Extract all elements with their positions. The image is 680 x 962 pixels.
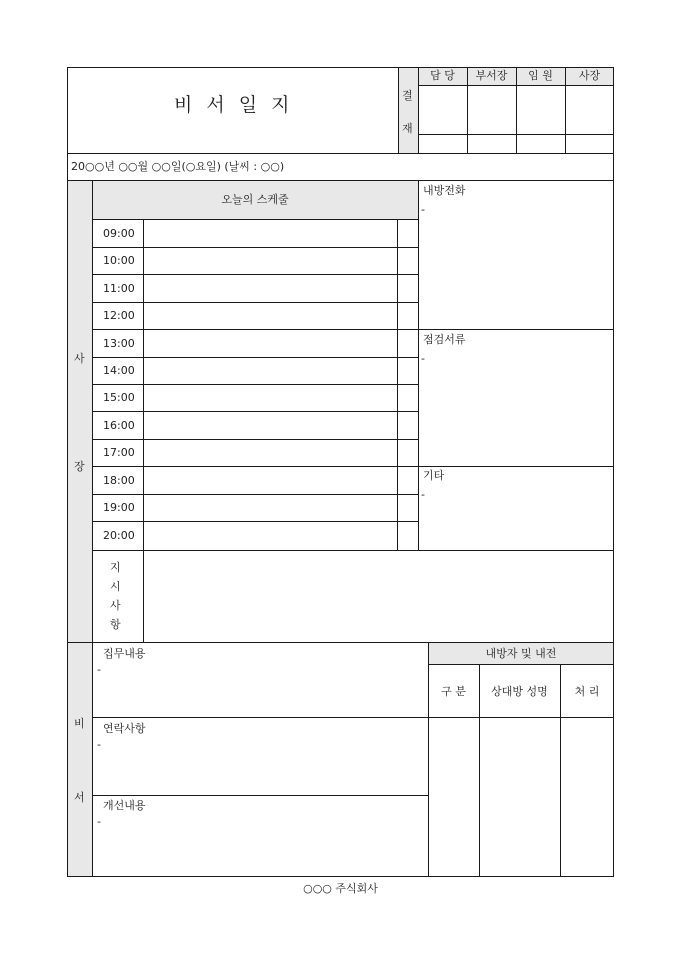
approval-header-line <box>418 85 614 86</box>
schedule-row-line <box>92 274 418 275</box>
secretary-label-bottom: 서 <box>74 791 85 804</box>
instructions-char: 항 <box>110 618 121 631</box>
outer-border-right <box>613 67 614 877</box>
approval-label-cell <box>398 67 418 153</box>
improvements-label: 개선내용 <box>103 799 146 812</box>
schedule-row-line <box>92 494 418 495</box>
president-label-top: 사 <box>74 352 85 365</box>
schedule-time: 15:00 <box>103 391 135 404</box>
visitor-col-category: 구 분 <box>441 685 466 698</box>
schedule-row-line <box>92 247 418 248</box>
secretary-label-top: 비 <box>74 717 85 730</box>
title-block-bottom <box>67 153 614 154</box>
check-col-divider <box>397 219 398 551</box>
visitor-col-name: 상대방 성명 <box>491 685 548 698</box>
schedule-row-line <box>92 439 418 440</box>
approval-col-manager: 부서장 <box>475 69 508 82</box>
incoming-calls-label: 내방전화 <box>423 184 466 197</box>
work-content-label: 집무내용 <box>103 647 146 660</box>
improvements-dash: - <box>97 815 101 828</box>
other-label: 기타 <box>423 469 445 482</box>
approval-label-bottom: 재 <box>402 122 413 135</box>
schedule-row-line <box>92 411 418 412</box>
schedule-time: 19:00 <box>103 501 135 514</box>
secretary-side-cell <box>67 642 92 876</box>
time-col-divider <box>143 219 144 642</box>
side-box-divider <box>418 329 614 330</box>
schedule-time: 17:00 <box>103 446 135 459</box>
schedule-time: 13:00 <box>103 337 135 350</box>
approval-divider <box>398 67 399 153</box>
schedule-time: 16:00 <box>103 419 135 432</box>
schedule-time: 09:00 <box>103 227 135 240</box>
visitor-table-title: 내방자 및 내전 <box>485 647 557 660</box>
instructions-char: 지 <box>110 561 121 574</box>
date-row-bottom <box>67 180 614 181</box>
review-docs-label: 점검서류 <box>423 333 466 346</box>
schedule-row-line <box>92 384 418 385</box>
approval-col-president: 사장 <box>578 69 601 82</box>
schedule-right-divider <box>418 180 419 551</box>
contact-notes-dash: - <box>97 738 101 751</box>
schedule-row-line <box>92 466 418 467</box>
instructions-char: 시 <box>110 580 121 593</box>
instructions-top-line <box>92 550 614 551</box>
incoming-calls-dash: - <box>421 203 425 216</box>
date-line: 20○○년 ○○월 ○○일(○요일) (날씨 : ○○) <box>71 160 285 173</box>
schedule-row-line <box>92 329 418 330</box>
outer-border-top <box>67 67 614 68</box>
side-box-divider <box>418 466 614 467</box>
secretary-row-line <box>92 717 614 718</box>
review-docs-dash: - <box>421 352 425 365</box>
schedule-time: 14:00 <box>103 364 135 377</box>
approval-label-top: 결 <box>402 89 413 102</box>
schedule-row-line <box>92 302 418 303</box>
visitor-col-handling: 처 리 <box>574 685 600 698</box>
schedule-row-line <box>92 357 418 358</box>
approval-col-executive: 임 원 <box>528 69 553 82</box>
schedule-time: 18:00 <box>103 474 135 487</box>
schedule-header-bottom <box>92 219 418 220</box>
secretary-row-line <box>92 795 428 796</box>
schedule-time: 20:00 <box>103 529 135 542</box>
president-label-bottom: 장 <box>74 460 85 473</box>
visitor-title-bottom <box>428 664 614 665</box>
approval-date-line <box>418 134 614 135</box>
schedule-time: 12:00 <box>103 309 135 322</box>
schedule-header: 오늘의 스케줄 <box>221 193 289 206</box>
schedule-time: 11:00 <box>103 282 135 295</box>
president-section-bottom <box>67 642 614 643</box>
outer-border-left <box>67 67 68 877</box>
instructions-char: 사 <box>110 599 121 612</box>
approval-col-staff: 담 당 <box>430 69 455 82</box>
work-content-dash: - <box>97 663 101 676</box>
visitor-table-left <box>428 642 429 876</box>
page-title: 비 서 일 지 <box>174 94 294 116</box>
contact-notes-label: 연락사항 <box>103 722 146 735</box>
company-footer: ○○○ 주식회사 <box>303 882 378 895</box>
schedule-row-line <box>92 521 418 522</box>
secretary-side-divider <box>92 642 93 876</box>
other-dash: - <box>421 488 425 501</box>
schedule-time: 10:00 <box>103 254 135 267</box>
president-side-cell <box>67 180 92 642</box>
outer-border-bottom <box>67 876 614 877</box>
